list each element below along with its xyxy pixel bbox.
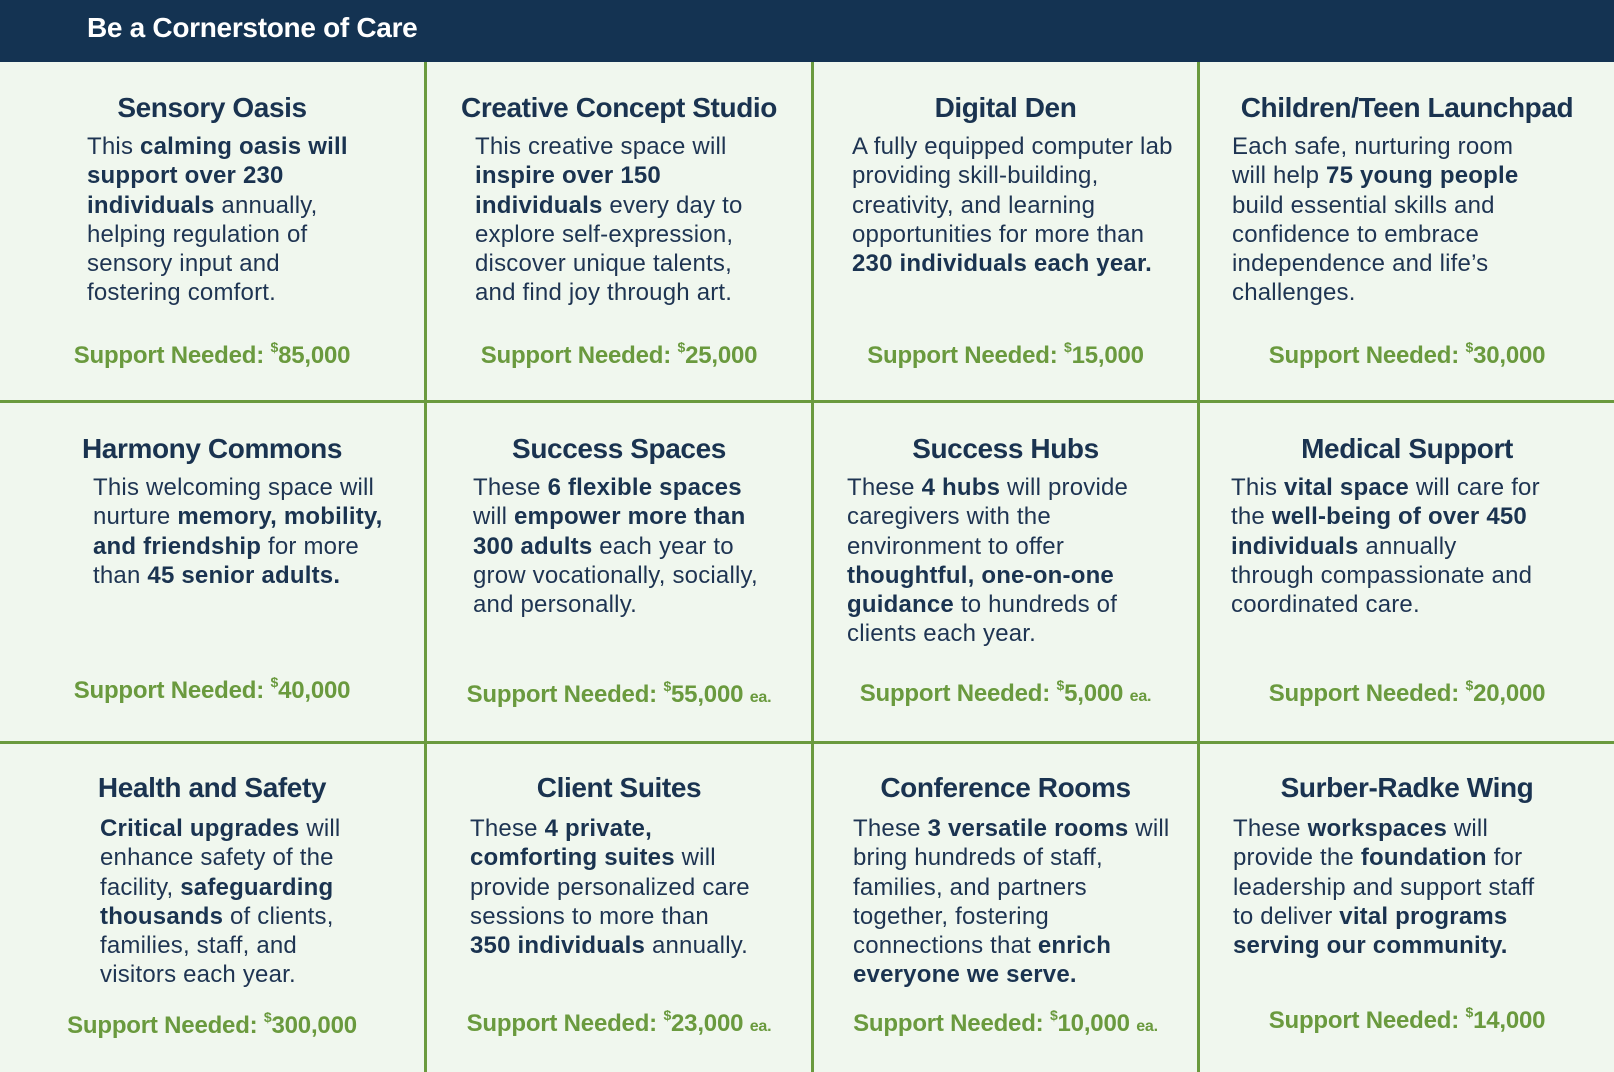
body-text: This welcoming space will nurture <box>93 474 375 531</box>
card-description <box>1231 473 1546 619</box>
program-card <box>1200 744 1614 1072</box>
currency-symbol: $ <box>663 1007 672 1023</box>
page-title: Be a Cornerstone of Care <box>87 12 418 43</box>
support-needed <box>427 678 811 709</box>
support-label: Support Needed: <box>1268 342 1460 369</box>
currency-symbol: $ <box>677 339 686 355</box>
highlight-text: 3 versatile rooms <box>927 815 1129 842</box>
support-amount: 14,000 <box>1473 1007 1546 1034</box>
card-title: Health and Safety <box>97 772 327 803</box>
program-card <box>0 403 424 741</box>
body-text: This creative space will <box>475 133 727 160</box>
currency-symbol: $ <box>270 674 279 690</box>
program-card <box>0 744 424 1072</box>
support-amount: 25,000 <box>685 342 758 369</box>
currency-symbol: $ <box>1465 677 1474 693</box>
support-needed <box>814 339 1197 370</box>
card-title: Sensory Oasis <box>117 92 307 123</box>
support-label: Support Needed: <box>1268 680 1460 707</box>
highlight-text: 4 private, comforting suites <box>470 815 675 872</box>
support-amount: 23,000 <box>671 1010 744 1037</box>
support-label: Support Needed: <box>67 1012 258 1039</box>
program-card <box>427 62 811 400</box>
each-suffix: ea. <box>1129 688 1152 705</box>
highlight-text: vital programs serving our community. <box>1233 902 1508 960</box>
card-description <box>475 132 770 308</box>
support-label: Support Needed: <box>1268 1007 1460 1034</box>
body-text: These <box>853 815 928 842</box>
highlight-text: calming oasis will support over 230 individuals <box>87 133 348 219</box>
support-amount: 55,000 <box>671 681 744 708</box>
highlight-text: memory, mobility, and friendship <box>93 503 383 560</box>
highlight-text: 45 senior adults. <box>147 561 341 589</box>
each-suffix: ea. <box>749 1018 772 1035</box>
card-title: Children/Teen Launchpad <box>1240 92 1574 123</box>
body-text: will provide personalized care sessions to more than <box>470 844 750 930</box>
support-amount: 300,000 <box>271 1012 357 1039</box>
currency-symbol: $ <box>1465 1004 1474 1020</box>
support-label: Support Needed: <box>859 680 1051 707</box>
body-text: each year to grow vocationally, socially, and personally. <box>473 532 758 619</box>
program-card <box>814 403 1197 741</box>
body-text: will enhance safety of the facility, <box>100 815 341 901</box>
highlight-text: thoughtful, one-on-one guidance <box>847 561 1114 619</box>
support-amount: 40,000 <box>278 677 351 704</box>
highlight-text: vital space <box>1284 474 1409 501</box>
body-text: for more than <box>93 532 359 589</box>
body-text: These <box>847 474 922 501</box>
program-card <box>814 62 1197 400</box>
support-label: Support Needed: <box>73 677 265 704</box>
program-card <box>1200 403 1614 741</box>
support-needed <box>0 339 424 370</box>
highlight-text: enrich everyone we serve. <box>853 932 1112 989</box>
card-description <box>852 132 1182 278</box>
support-amount: 85,000 <box>278 342 351 369</box>
body-text: build essential skills and confidence to embrace independence and life’s challenges. <box>1232 191 1495 307</box>
card-description <box>853 814 1183 990</box>
highlight-text: 75 young people <box>1326 162 1519 190</box>
body-text: These <box>470 815 545 842</box>
program-card <box>0 62 424 400</box>
body-text: will <box>473 503 514 531</box>
support-label: Support Needed: <box>853 1010 1044 1037</box>
card-description <box>87 132 372 308</box>
card-title: Medical Support <box>1301 433 1513 464</box>
highlight-text: Critical upgrades <box>100 815 300 842</box>
body-text: These <box>1233 815 1308 842</box>
currency-symbol: $ <box>1049 1007 1058 1023</box>
highlight-text: inspire over 150 individuals <box>475 162 661 219</box>
highlight-text: 6 flexible spaces <box>547 474 742 501</box>
card-description <box>93 473 388 590</box>
card-title: Conference Rooms <box>880 772 1131 803</box>
card-title: Harmony Commons <box>81 433 343 464</box>
header-bar <box>0 0 1614 62</box>
program-card <box>1200 62 1614 400</box>
support-label: Support Needed: <box>466 681 657 708</box>
body-text: will provide the <box>1233 815 1488 872</box>
program-card <box>814 744 1197 1072</box>
card-description <box>847 473 1167 649</box>
body-text: This <box>1231 474 1285 501</box>
currency-symbol: $ <box>1056 677 1065 693</box>
body-text: for leadership and support staff to deliver <box>1233 844 1535 930</box>
highlight-text: empower more than 300 adults <box>473 503 746 560</box>
body-text: to hundreds of clients each year. <box>847 591 1118 648</box>
body-text: will care for the <box>1231 474 1540 531</box>
card-description <box>100 814 365 990</box>
card-title: Client Suites <box>536 772 702 803</box>
card-title: Digital Den <box>934 92 1077 123</box>
highlight-text: workspaces <box>1307 815 1447 842</box>
card-description <box>473 473 768 619</box>
body-text: will provide caregivers with the environment to offer <box>847 474 1129 560</box>
card-description <box>470 814 750 960</box>
highlight-text: 230 individuals each year. <box>852 250 1153 278</box>
highlight-text: foundation <box>1360 844 1487 872</box>
support-needed <box>427 1007 811 1038</box>
body-text: This <box>87 133 141 160</box>
support-label: Support Needed: <box>466 1010 657 1037</box>
support-amount: 5,000 <box>1064 680 1124 707</box>
support-needed <box>0 1009 424 1040</box>
support-needed <box>1200 339 1614 370</box>
body-text: These <box>473 474 548 501</box>
support-amount: 20,000 <box>1473 680 1546 707</box>
body-text: of clients, families, staff, and visitors each year. <box>100 902 334 989</box>
card-title: Surber-Radke Wing <box>1280 772 1534 803</box>
card-title: Success Hubs <box>912 433 1099 464</box>
currency-symbol: $ <box>263 1009 272 1025</box>
support-needed <box>1200 677 1614 708</box>
support-needed <box>814 677 1197 708</box>
program-card <box>427 744 811 1072</box>
currency-symbol: $ <box>1064 339 1072 355</box>
support-label: Support Needed: <box>480 342 672 369</box>
support-needed <box>1200 1004 1614 1035</box>
currency-symbol: $ <box>1465 339 1474 355</box>
support-amount: 15,000 <box>1071 342 1144 369</box>
support-label: Support Needed: <box>73 342 265 369</box>
body-text: A fully equipped computer lab providing skill-building, creativity, and learning opportunities for more than <box>852 133 1173 248</box>
card-description <box>1233 814 1553 960</box>
currency-symbol: $ <box>663 678 672 694</box>
body-text: Each safe, nurturing room will help <box>1232 133 1514 190</box>
support-needed <box>427 339 811 370</box>
body-text: annually through compassionate and coordinated care. <box>1231 532 1533 619</box>
support-needed <box>814 1007 1197 1038</box>
highlight-text: well-being of over 450 individuals <box>1231 503 1527 560</box>
body-text: annually. <box>645 932 749 960</box>
body-text: will bring hundreds of staff, families, and partners together, fostering connections that <box>853 815 1170 960</box>
support-amount: 10,000 <box>1057 1010 1130 1037</box>
body-text: annually, helping regulation of sensory input and fostering comfort. <box>87 191 318 307</box>
program-card <box>427 403 811 741</box>
highlight-text: safeguarding thousands <box>100 873 334 930</box>
each-suffix: ea. <box>749 689 772 706</box>
card-description <box>1232 132 1547 308</box>
support-label: Support Needed: <box>867 342 1058 369</box>
each-suffix: ea. <box>1136 1018 1158 1035</box>
currency-symbol: $ <box>270 339 279 355</box>
body-text: every day to explore self-expression, discover unique talents, and find joy through art. <box>475 191 743 307</box>
card-title: Success Spaces <box>512 433 726 464</box>
support-needed <box>0 674 424 705</box>
card-title: Creative Concept Studio <box>461 92 777 123</box>
highlight-text: 4 hubs <box>921 474 1001 501</box>
highlight-text: 350 individuals <box>470 932 646 960</box>
support-amount: 30,000 <box>1473 342 1546 369</box>
